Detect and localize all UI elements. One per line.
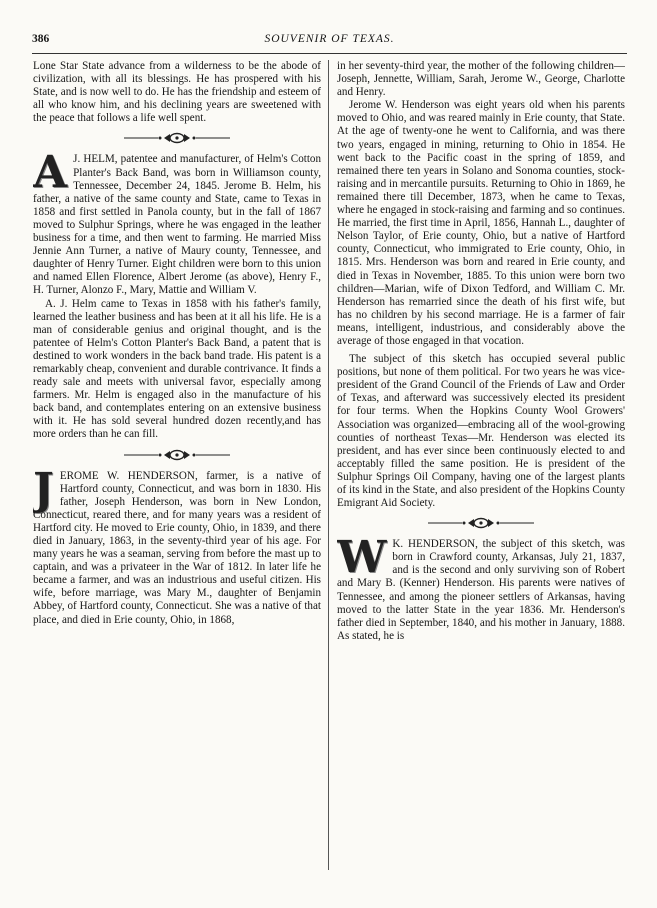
paragraph: J. HELM, patentee and manufacturer, of Helm's Cotton Planter's Back Band, was born in Williamson county, Tennessee, December 24, 1845. Jerome B. Helm, his father, a native of the same county and State, came to Texas in 1858 and first settled in Panola county, but in the fall of 1867 moved to Sulphur Springs, where he was engaged in the leather business for a time, and then went to farming. He married Miss Jennie Ann Turner, a native of Maury county, Tennessee, and daughter of Henry Turner. Eight children were born to this union and named Ellen Florence, Albert Jerome (as above), Henry F., H. Turner, Alonzo F., Mary, Mattie and William V. (33, 153, 321, 297)
dropcap-letter: J (33, 463, 54, 515)
paragraph: Lone Star State advance from a wilderness to be the abode of civilization, with all its blessings. He has prospered with his State, and is now well to do. He has the friendship and esteem of all who know him, and his declining years are sweetened with the peace that follows a life well spent. (33, 60, 321, 125)
left-column (33, 60, 321, 880)
paragraph: The subject of this sketch has occupied several public positions, but none of them political. For two years he was vice-president of the Grand Council of the Friends of Law and Order of Texas, and afterward was successively elected its president for four terms. When the Hopkins County Wool Growers' Association was organized—embracing all of the wool-growing counties of northeast Texas—Mr. Henderson was elected its president, and has ever since been continuously elected to and acceptably filled the same position. He is president of the Sulphur Springs Oil Company, having one of the largest plants of its kind in the State, and also president of the Hopkins County Emigrant Aid Society. (337, 353, 625, 510)
paragraph: K. HENDERSON, the subject of this sketch, was born in Crawford county, Arkansas, July 21, 1837, and is the second and only surviving son of Robert and Mary B. (Kenner) Henderson. His parents were natives of Tennessee, and among the pioneer settlers of Arkansas, having moved to the latter State in the year 1836. Mr. Henderson's father died in September, 1840, and his mother in January, 1888. As stated, he is (337, 538, 625, 642)
right-column (337, 60, 625, 880)
paragraph: Jerome W. Henderson was eight years old when his parents moved to Ohio, and was reared mainly in Erie county, that State. At the age of twenty-one he went to California, and was there two years, engaged in mining, returning to Ohio in 1854. He went back to the Pacific coast in the spring of 1859, and remained there ten years in Solano and Sonoma counties, stock-raising and in mercantile pursuits. Returning to Ohio in 1869, he remained there till December, 1873, when he came to Texas, where he engaged in stock-raising and farming and so continues. He married, the first time in April, 1856, Hannah L., daughter of Nelson Taylor, of Erie county, Ohio, but a native of Hartford county, Connecticut, who immigrated to Erie county, Ohio, in 1815. Mrs. Henderson was born and reared in Erie county, and died in Texas in November, 1885. To this union were born two children—Marian, wife of Dixon Tedford, and William C. Mr. Henderson has remarried since the death of his first wife, but has no children by his second marriage. He is a farmer of fair means, intelligent, industrious, and considerably above the average of those engaged in that vocation. (337, 99, 625, 347)
ornament-icon (426, 517, 536, 529)
running-title: SOUVENIR OF TEXAS. (264, 33, 395, 45)
paragraph: A. J. Helm came to Texas in 1858 with his father's family, learned the leather business and has been at it all his life. He is a man of considerable genius and original thought, and is the patentee of Helm's Cotton Planter's Back Band, a patent that is destined to work wonders in the back band trade. His patent is a remarkably cheap, convenient and durable contrivance. It finds a ready sale and meets with universal favor, especially among farmers. Mr. Helm is engaged also in the manufacture of his back band, and contemplates entering on an extensive business with it. He has sold several hundred dozen recently,and has more orders than he can fill. (33, 297, 321, 441)
ornament-divider (33, 446, 321, 464)
sketch-wk-henderson (337, 532, 625, 643)
header-rule (32, 53, 627, 54)
sketch-jerome-henderson (33, 463, 321, 627)
paragraph: EROME W. HENDERSON, farmer, is a native of Hartford county, Connecticut, and was born in 1830. His father, Joseph Henderson, was born in New London, Connecticut, reared there, and for many years was a resident of Hartford city. He moved to Erie county, Ohio, in 1839, and there died in January, 1863, in the seventy-third year of his age. For many years he was a seaman, serving from before the mast up to captain, and was a privateer in the War of 1812. In later life he became a farmer, and was an industrious and useful citizen. His wife, before marriage, was Mary M., daughter of Benjamin Abbey, of Hartford county, Connecticut. She was a native of that place, and died in Erie county, Ohio, in 1868, (33, 469, 321, 626)
dropcap-letter: W (337, 532, 387, 584)
ornament-divider (33, 129, 321, 147)
dropcap-letter: A (33, 147, 68, 199)
page-header (32, 33, 627, 49)
ornament-icon (122, 132, 232, 144)
paragraph: in her seventy-third year, the mother of the following children—Joseph, Jennette, William, Sarah, Jerome W., George, Charlotte and Henry. (337, 60, 625, 99)
ornament-divider (337, 514, 625, 532)
sketch-helm (33, 147, 321, 297)
column-divider (328, 60, 329, 870)
page-number: 386 (32, 33, 50, 45)
ornament-icon (122, 449, 232, 461)
